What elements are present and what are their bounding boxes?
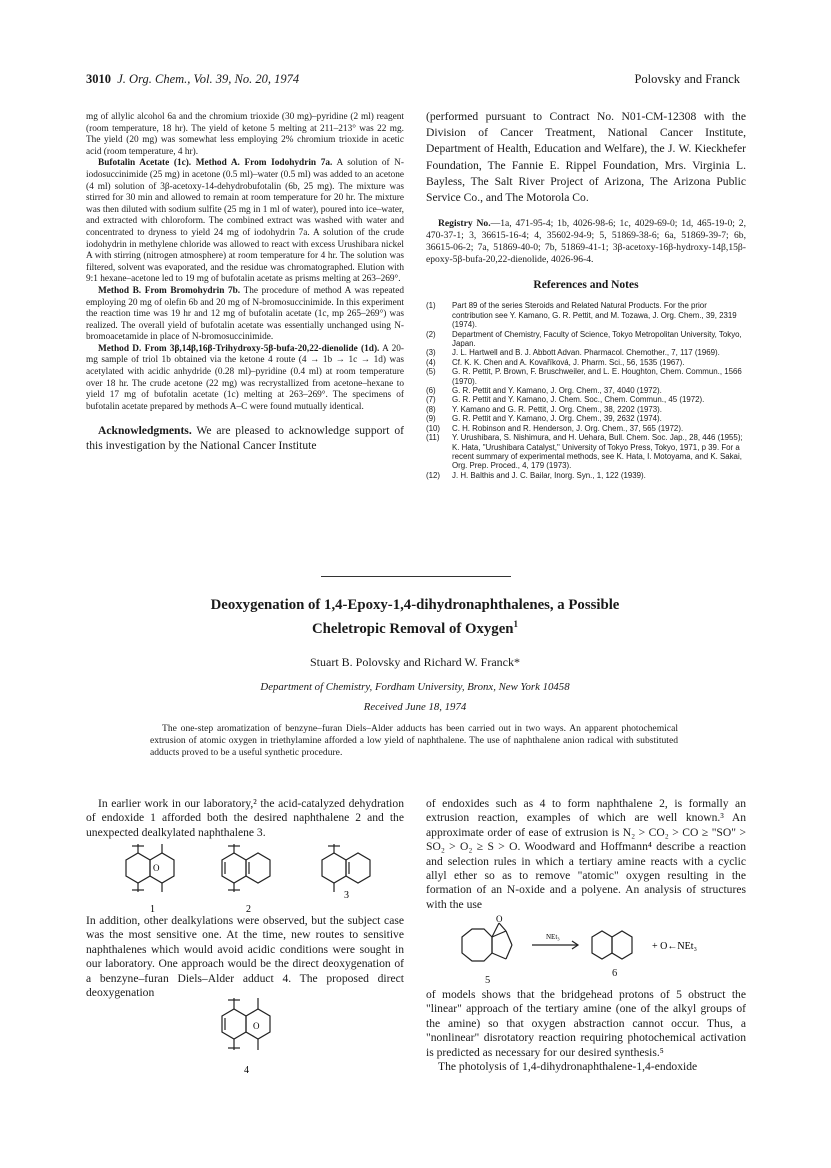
compound-label-3: 3 (344, 890, 349, 901)
journal-citation: J. Org. Chem., Vol. 39, No. 20, 1974 (117, 72, 300, 86)
paragraph-text: The procedure of method A was repeated employing 20 mg of olefin 6b and 20 mg of N-bromosuccinimide. In this experiment the reaction time was 19 hr and 12 mg of bufotalin acetate (1c, mp 265–269°) was realized. The overall yield of bufotalin acetate was essentially unchanged using N-bromoacetamide in place of N-bromosuccinimide. (86, 285, 405, 343)
reference-text: Cf. K. K. Chen and A. Kovaříková, J. Pharm. Sci., 56, 1535 (1967). (452, 357, 685, 367)
reference-text: Y. Kamano and G. R. Pettit, J. Org. Chem., 38, 2202 (1973). (452, 404, 662, 414)
reference-item (426, 414, 746, 423)
reference-item (426, 433, 746, 471)
ring-1a (126, 853, 150, 883)
page-number: 3010 (86, 72, 111, 86)
paragraph: In addition, other dealkylations were observed, but the subject case was the most sensitive one. At the time, new routes to sensitive naphthalenes which would avoid acidic conditions were sought in our laboratory. One approach would be the direct deoxygenation of a benzyne–furan Diels–Alder adduct 4. The proposed direct deoxygenation (86, 914, 404, 1000)
paragraph-text: A 20-mg sample of triol 1b obtained via the ketone 4 route (4 → 1b → 1c → 1d) was acetylated with acidic anhydride (0.28 ml)–pyridine (0.4 ml) at room temperature over 18 hr. The crude acetone (22 mg) was recrystallized from acetone–hexane to yield 17 mg of bufotalin acetate (1c) melting at 263–269°. The specimens of bufotalin acetate prepared by methods A–C were found mutually identical. (86, 343, 405, 412)
reference-item (426, 301, 746, 329)
reference-text: Y. Urushibara, S. Nishimura, and H. Uehara, Bull. Chem. Soc. Jap., 28, 446 (1955); K. Hata, "Urushibara Catalyst," University of Tokyo Press, Tokyo, 1971, p 39. For a recent summary of experimental methods, see K. Hata, I. Motoyama, and K. Sakai, Org. Prep. Proced., 4, 179 (1973). (452, 433, 743, 471)
paragraph: of endoxides such as 4 to form naphthalene 2, is formally an extrusion reaction, examples of which are well known.³ An approximate order of ease of extrusion is N₂ > CO₂ > CO ≥ "SO" > SO₂ > O₂ ≥ S > O. Woodward and Hoffmann⁴ describe a reaction and selection rules in which a tertiary amine reacts with a cyclic allyl ether so as to remove "atomic" oxygen resulting in the formation of an N-oxide and a polyene. An analysis of structures with the use (426, 797, 746, 911)
reference-text: G. R. Pettit and Y. Kamano, J. Org. Chem., 39, 2632 (1974). (452, 414, 662, 424)
reference-text: Part 89 of the series Steroids and Related Natural Products. For the prior contribution see Y. Kamano, G. R. Pettit, and M. Tozawa, J. Org. Chem., 39, 2319 (1974). (452, 301, 737, 330)
reference-item (426, 348, 746, 357)
paragraph: of models shows that the bridgehead protons of 5 obstruct the "linear" approach of the tertiary amine (one of the alkyl groups of the amine) so that oxygen abstraction cannot occur. Thus, a "nonlinear" disrotatory reaction requiring photochemical activation is predicted as necessary for our desired synthesis.⁵ (426, 988, 746, 1059)
title-line-2-text: Cheletropic Removal of Oxygen (311, 620, 514, 637)
method-heading: Method B. From Bromohydrin 7b. (98, 285, 241, 296)
received-date: Received June 18, 1974 (363, 701, 467, 713)
reference-text: Department of Chemistry, Faculty of Science, Tokyo Metropolitan University, Tokyo, Japan. (452, 329, 742, 349)
method-heading: Bufotalin Acetate (1c). Method A. From Iodohydrin 7a. (98, 158, 333, 169)
reference-text: G. R. Pettit and Y. Kamano, J. Org. Chem., 37, 4040 (1972). (452, 386, 662, 396)
paragraph: mg of allylic alcohol 6a and the chromium trioxide (30 mg)–pyridine (2 ml) reagent (room temperature, 18 hr). The yield of ketone 5 melting at 211–213° was 22 mg. The yield (20 mg) was somewhat less employing 2% chromium trioxide in acetic acid (room temperature, 4 hr). (86, 112, 404, 157)
reference-number: (4) (426, 357, 436, 367)
reference-item (426, 358, 746, 367)
reference-number: (1) (426, 301, 436, 311)
reference-text: G. R. Pettit and Y. Kamano, J. Chem. Soc., Chem. Commun., 45 (1972). (452, 395, 705, 405)
title-footnote: 1 (513, 619, 518, 629)
right-body-paragraph-2 (426, 988, 746, 1074)
method-heading: Method D. From 3β,14β,16β-Trihydroxy-5β-bufa-20,22-dienolide (1d). (98, 343, 380, 354)
bicyclic-5 (462, 929, 492, 961)
reference-number: (8) (426, 404, 436, 414)
reference-number: (2) (426, 329, 436, 339)
ack-heading: Acknowledgments. (98, 424, 192, 438)
compound-label-1: 1 (150, 904, 155, 915)
reference-number: (9) (426, 414, 436, 424)
scheme-5-to-6 (452, 915, 744, 975)
paragraph-text: A solution of N-iodosuccinimide (25 mg) in acetone (0.5 ml)–water (0.5 ml) was added to an acetone (4 ml) solution of 3β-acetoxy-14-dehydrobufotalin (6b, 25 mg). The mixture was stirred for 30 min and allowed to remain at room temperature for 20 hr. The mixture was then diluted with sodium sulfite (25 mg in 1 ml of water), poured into ice–water, and extracted with chloroform. The combined extract was washed with water and concentrated to dryness to yield 24 mg of iodohydrin 7a. A solution of the crude iodohydrin in methylene chloride was allowed to react with excess Urushibara nickel A with stirring (nitrogen atmosphere) at room temperature for 4 hr. The solution was filtered, solvent was evaporated, and the residue was chromatographed. Elution with 9:1 hexane–acetone led to 19 mg of bufotalin acetate as prisms melting at 263–269°. (86, 158, 404, 285)
paragraph (86, 344, 404, 414)
page-header (86, 72, 740, 88)
reference-text: C. H. Robinson and R. Henderson, J. Org. Chem., 37, 565 (1972). (452, 423, 684, 433)
registry-text: —1a, 471-95-4; 1b, 4026-98-6; 1c, 4029-69-0; 1d, 465-19-0; 2, 470-37-1; 3, 36615-16-4; 4, 35602-94-9; 5, 51869-38-6; 6a, 51869-39-7; 6b, 36615-06-2; 7a, 51869-40-0; 7b, 51869-41-1; 3β-acetoxy-16β-hydroxy-14β,15β-epoxy-5β-bufa-20,22-dienolide, 4026-96-4. (426, 218, 746, 265)
title-line-1: Deoxygenation of 1,4-Epoxy-1,4-dihydronaphthalenes, a Possible (210, 597, 620, 613)
structures-1-2-3 (96, 840, 396, 916)
reference-item (426, 405, 746, 414)
compound-label-5: 5 (485, 975, 491, 986)
authors: Stuart B. Polovsky and Richard W. Franck* (310, 655, 520, 669)
article-title (80, 596, 750, 639)
experimental-column (86, 112, 404, 453)
registry-heading: Registry No. (438, 218, 491, 230)
paragraph: The photolysis of 1,4-dihydronaphthalene-1,4-endoxide (438, 1060, 698, 1074)
reference-number: (6) (426, 386, 436, 396)
ack-continued: (performed pursuant to Contract No. N01-CM-12308 with the Division of Cancer Treatment, National Cancer Institute, Department of Health, Education and Welfare), the J. W. Kieckhefer Foundation, The Fannie E. Rippel Foundation, Mrs. Virginia L. Bayless, The Salt River Project of Arizona, The Arizona Public Service Co., and The Motorola Co. (426, 110, 746, 205)
registry-numbers (426, 218, 746, 265)
reference-text: J. H. Balthis and J. C. Bailar, Inorg. Syn., 1, 122 (1939). (452, 470, 646, 480)
reference-number: (11) (426, 433, 440, 443)
title-line-2 (80, 615, 750, 639)
acknowledgments (86, 424, 404, 453)
reference-number: (10) (426, 423, 441, 433)
ack-text: We are pleased to acknowledge support of this investigation by the National Cancer Institute (86, 424, 404, 452)
reference-item (426, 330, 746, 349)
paragraph (86, 286, 404, 344)
byproduct-label: + O←NEt₃ (652, 941, 697, 952)
compound-label-6: 6 (612, 968, 618, 979)
reference-text: G. R. Pettit, P. Brown, F. Bruschweiler, and L. E. Houghton, Chem. Commun., 1566 (1970). (452, 367, 742, 386)
reference-list (426, 301, 746, 480)
structure-4 (208, 986, 288, 1078)
running-authors: Polovsky and Franck (634, 72, 740, 86)
references-title: References and Notes (533, 279, 639, 292)
abstract: The one-step aromatization of benzyne–furan Diels–Alder adducts has been carried out in two ways. An apparent photochemical extrusion of atomic oxygen in triethylamine afforded a low yield of naphthalene. The use of naphthalene anion radical with substituted adducts proved to be a useful synthetic procedure. (150, 723, 678, 758)
compound-label-2: 2 (246, 904, 251, 915)
affiliation: Department of Chemistry, Fordham University, Bronx, New York 10458 (260, 681, 570, 693)
compound-label-4: 4 (244, 1065, 249, 1076)
oxygen-label: O (253, 1021, 260, 1031)
reference-item (426, 367, 746, 386)
intro-paragraph (86, 797, 404, 840)
paragraph: In earlier work in our laboratory,² the acid-catalyzed dehydration of endoxide 1 afforded both the desired naphthalene 2 and the unexpected dealkylated naphthalene 3. (86, 797, 404, 839)
reference-number: (7) (426, 395, 436, 405)
oxygen-label: O (496, 915, 503, 924)
reference-number: (3) (426, 348, 436, 358)
section-divider (321, 576, 511, 577)
right-top-column (426, 109, 746, 480)
reference-item (426, 395, 746, 404)
reagent-label: NEt₃ (546, 933, 560, 941)
reference-number: (12) (426, 470, 441, 480)
reference-item (426, 386, 746, 395)
oxygen-label: O (153, 863, 160, 873)
header-left (86, 72, 299, 87)
reference-item (426, 471, 746, 480)
reference-item (426, 424, 746, 433)
right-body-paragraph (426, 797, 746, 912)
reference-number: (5) (426, 367, 436, 377)
paragraph (86, 158, 404, 286)
reference-text: J. L. Hartwell and B. J. Abbott Advan. Pharmacol. Chemother., 7, 117 (1969). (452, 348, 720, 358)
